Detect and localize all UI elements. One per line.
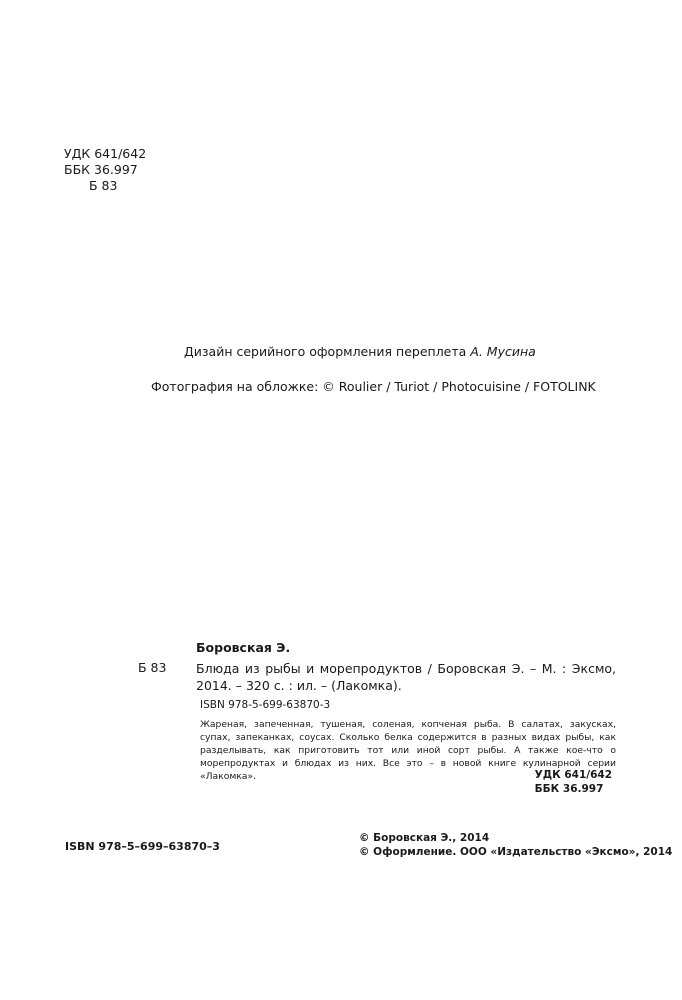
author-mark: Б 83 bbox=[89, 178, 118, 193]
udk-code: УДК 641/642 bbox=[64, 146, 147, 161]
catalog-udk: УДК 641/642 bbox=[534, 769, 612, 781]
catalog-bbk: ББК 36.997 bbox=[534, 783, 604, 795]
design-credit-prefix: Дизайн серийного оформления переплета bbox=[184, 344, 471, 359]
photo-credit: Фотография на обложке: © Roulier / Turiot / Photocuisine / FOTOLINK bbox=[151, 379, 596, 394]
design-credit bbox=[184, 344, 536, 359]
catalog-annotation: Жареная, запеченная, тушеная, соленая, копченая рыба. В салатах, закусках, супах, запеканках, соусах. Сколько белка содержится в разных видах рыбы, как разделывать, как приготовить тот или иной сорт рыбы. А также кое-что о морепродуктах и блюдах из них. Все это – в новой книге кулинарной серии «Лакомка». bbox=[200, 719, 616, 782]
catalog-title: Блюда из рыбы и морепродуктов / Боровская Э. – М. : Эксмо, 2014. – 320 с. : ил. – (Лакомка). bbox=[196, 661, 616, 693]
copyright-design: © Оформление. ООО «Издательство «Эксмо», 2014 bbox=[359, 846, 673, 858]
copyright-author: © Боровская Э., 2014 bbox=[359, 832, 490, 844]
classification-block bbox=[64, 146, 146, 194]
catalog-codes bbox=[535, 768, 612, 796]
footer-isbn: ISBN 978–5–699–63870–3 bbox=[65, 840, 220, 853]
catalog-author: Боровская Э. bbox=[196, 640, 291, 655]
bbk-code: ББК 36.997 bbox=[64, 162, 138, 177]
catalog-code: Б 83 bbox=[138, 660, 167, 675]
designer-name: А. Мусина bbox=[470, 344, 536, 359]
catalog-isbn: ISBN 978-5-699-63870-3 bbox=[200, 699, 331, 711]
copyright-block bbox=[359, 831, 672, 859]
